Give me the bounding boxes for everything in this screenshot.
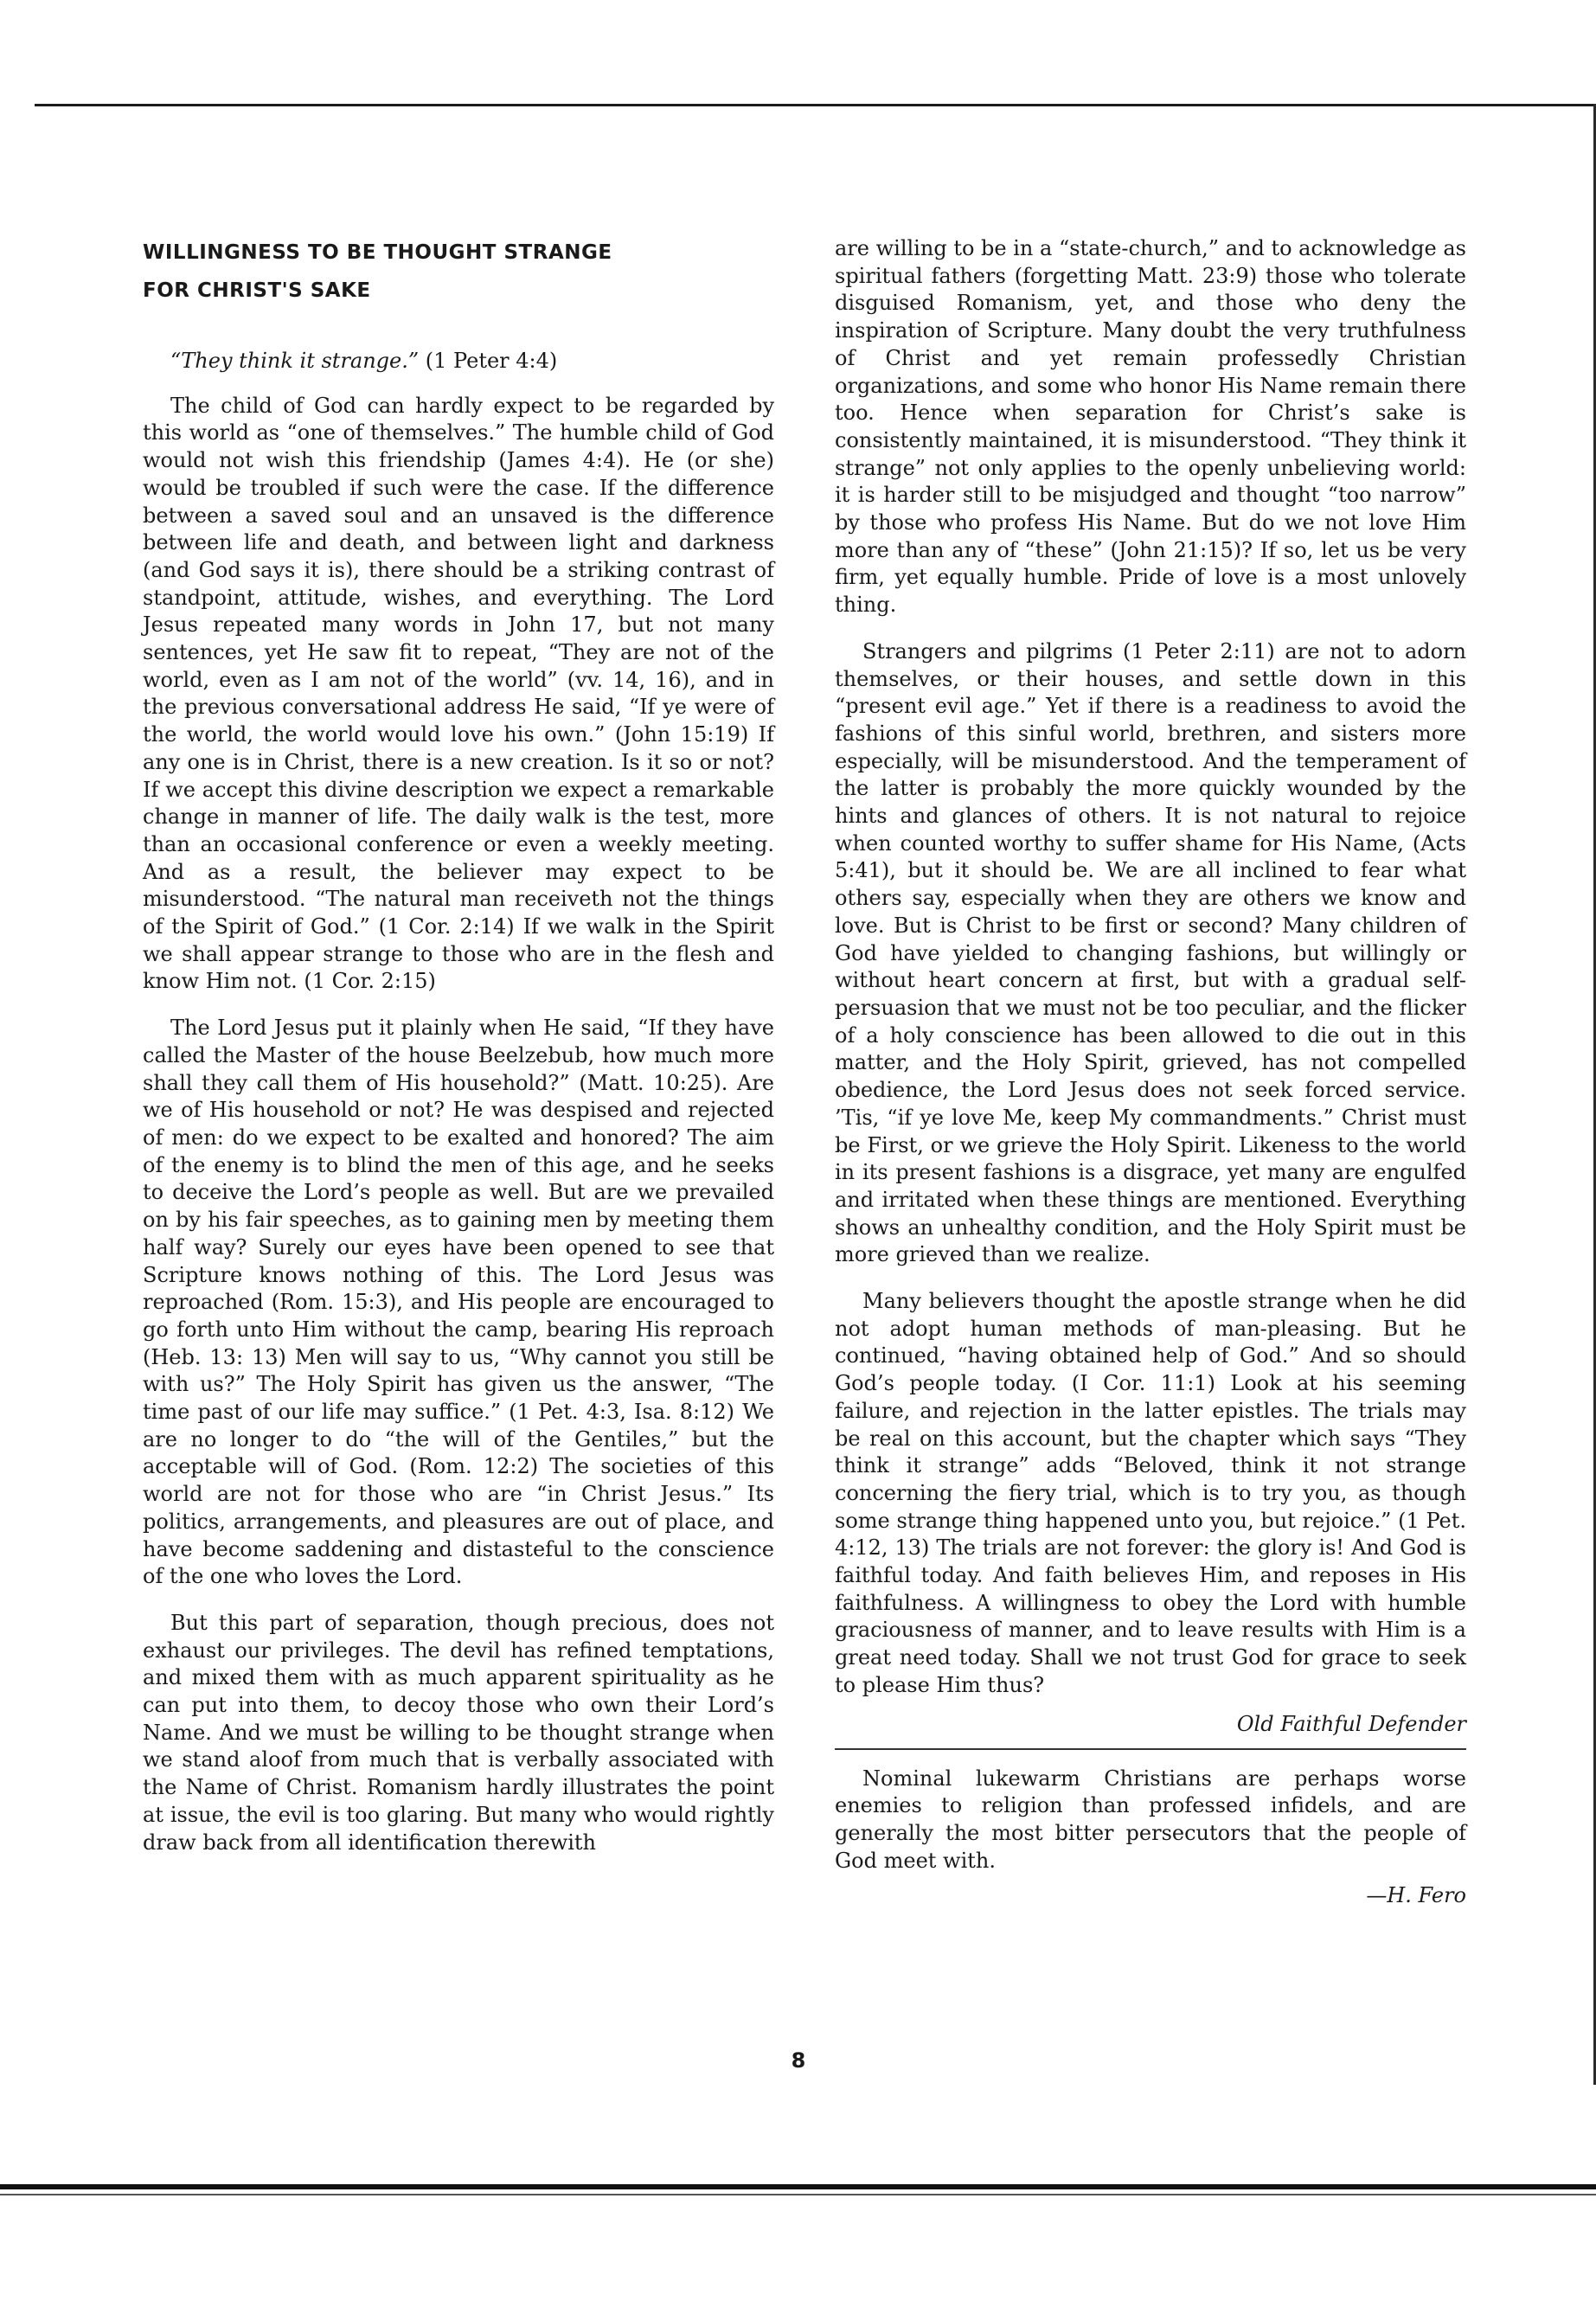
bottom-rule: [0, 2184, 1596, 2189]
epigraph-quote: “They think it strange.”: [170, 349, 420, 373]
paragraph-5: Strangers and pilgrims (1 Peter 2:11) are not to adorn themselves, or their houses, and settle down in this “present evil age.” Yet if there is a readiness to avoid the fashions of this sinful world, brethren, and sisters more especially, will be misunderstood. And the temperament of the latter is probably the more quickly wounded by the hints and glances of others. It is not natural to rejoice when counted worthy to suffer shame for His Name, (Acts 5:41), but it should be. We are all inclined to fear what others say, especially when they are others we know and love. But is Christ to be first or second? Many children of God have yielded to changing fashions, but willingly or without heart concern at first, but with a gradual self-persuasion that we must not be too peculiar, and the flicker of a holy conscience has been allowed to die out in this matter, and the Holy Spirit, grieved, has not compelled obedience, the Lord Jesus does not seek forced service. ’Tis, “if ye love Me, keep My commandments.” Christ must be First, or we grieve the Holy Spirit. Likeness to the world in its present fashions is a disgrace, yet many are engulfed and irritated when these things are mentioned. Everything shows an unhealthy condition, and the Holy Spirit must be more grieved than we realize.: [835, 638, 1466, 1267]
section-divider: [835, 1748, 1466, 1750]
quote-text: Nominal lukewarm Christians are perhaps worse enemies to religion than professed infidels, and are generally the most bitter persecutors that the people of God meet with.: [835, 1766, 1466, 1873]
bottom-rule-thin: [0, 2194, 1596, 2195]
right-column: [835, 235, 1466, 1907]
paragraph-4: are willing to be in a “state-church,” and to acknowledge as spiritual fathers (forgetting Matt. 23:9) those who tolerate disguised Romanism, yet, and those who deny the inspiration of Scripture. Many doubt the very truthfulness of Christ and yet remain professedly Christian organizations, and some who honor His Name remain there too. Hence when separation for Christ’s sake is consistently maintained, it is misunderstood. “They think it strange” not only applies to the openly unbelieving world: it is harder still to be misjudged and thought “too narrow” by those who profess His Name. But do we not love Him more than any of “these” (John 21:15)? If so, let us be very firm, yet equally humble. Pride of love is a most unlovely thing.: [835, 236, 1466, 618]
epigraph: [143, 348, 774, 375]
article-title: [143, 234, 774, 310]
page-number: 8: [791, 2048, 806, 2073]
top-rule: [35, 104, 1596, 106]
epigraph-reference: (1 Peter 4:4): [419, 349, 558, 373]
paragraph-2: The Lord Jesus put it plainly when He said, “If they have called the Master of the house Beelzebub, how much more shall they call them of His household?” (Matt. 10:25). Are we of His household or not? He was despised and rejected of men: do we expect to be exalted and honored? The aim of the enemy is to blind the men of this age, and he seeks to deceive the Lord’s people as well. But are we prevailed on by his fair speeches, as to gaining men by meeting them half way? Surely our eyes have been opened to see that Scripture knows nothing of this. The Lord Jesus was reproached (Rom. 15:3), and His people are encouraged to go forth unto Him without the camp, bearing His reproach (Heb. 13: 13) Men will say to us, “Why cannot you still be with us?” The Holy Spirit has given us the answer, “The time past of our life may suffice.” (1 Pet. 4:3, Isa. 8:12) We are no longer to do “the will of the Gentiles,” but the acceptable will of God. (Rom. 12:2) The societies of this world are not for those who are “in Christ Jesus.” Its politics, arrangements, and pleasures are out of place, and have become saddening and distasteful to the conscience of the one who loves the Lord.: [143, 1016, 774, 1589]
paragraph-1: The child of God can hardly expect to be regarded by this world as “one of themselves.” The humble child of God would not wish this friendship (James 4:4). He (or she) would be troubled if such were the case. If the difference between a saved soul and an unsaved is the difference between life and death, and between light and darkness (and God says it is), there should be a striking contrast of standpoint, attitude, wishes, and everything. The Lord Jesus repeated many words in John 17, but not many sentences, yet He saw fit to repeat, “They are not of the world, even as I am not of the world” (vv. 14, 16), and in the previous conversational address He said, “If ye were of the world, the world would love his own.” (John 15:19) If any one is in Christ, there is a new creation. Is it so or not? If we accept this divine description we expect a remarkable change in manner of life. The daily walk is the test, more than an occasional conference or even a weekly meeting. And as a result, the believer may expect to be misunderstood. “The natural man receiveth not the things of the Spirit of God.” (1 Cor. 2:14) If we walk in the Spirit we shall appear strange to those who are in the flesh and know Him not. (1 Cor. 2:15): [143, 393, 774, 994]
paragraph-3: But this part of separation, though precious, does not exhaust our privileges. The devil has refined temptations, and mixed them with as much apparent spirituality as he can put into them, to decoy those who own their Lord’s Name. And we must be willing to be thought strange when we stand aloof from much that is verbally associated with the Name of Christ. Romanism hardly illustrates the point at issue, the evil is too glaring. But many who would rightly draw back from all identification therewith: [143, 1610, 774, 1855]
quote-author: —H. Fero: [1366, 1883, 1466, 1908]
article-title-line-1: WILLINGNESS TO BE THOUGHT STRANGE: [143, 241, 612, 264]
article-signature: Old Faithful Defender: [1236, 1711, 1466, 1736]
paragraph-6: Many believers thought the apostle strange when he did not adopt human methods of man-pleasing. But he continued, “having obtained help of God.” And so should God’s people today. (I Cor. 11:1) Look at his seeming failure, and rejection in the latter epistles. The trials may be real on this account, but the chapter which says “They think it strange” adds “Beloved, think it not strange concerning the fiery trial, which is to try you, as though some strange thing happened unto you, but rejoice.” (1 Pet. 4:12, 13) The trials are not forever: the glory is! And God is faithful today. And faith believes Him, and reposes in His faithfulness. A willingness to obey the Lord with humble graciousness of manner, and to leave results with Him is a great need today. Shall we not trust God for grace to seek to please Him thus?: [835, 1289, 1466, 1697]
left-column: [143, 234, 774, 1875]
article-title-line-2: FOR CHRIST'S SAKE: [143, 279, 371, 302]
